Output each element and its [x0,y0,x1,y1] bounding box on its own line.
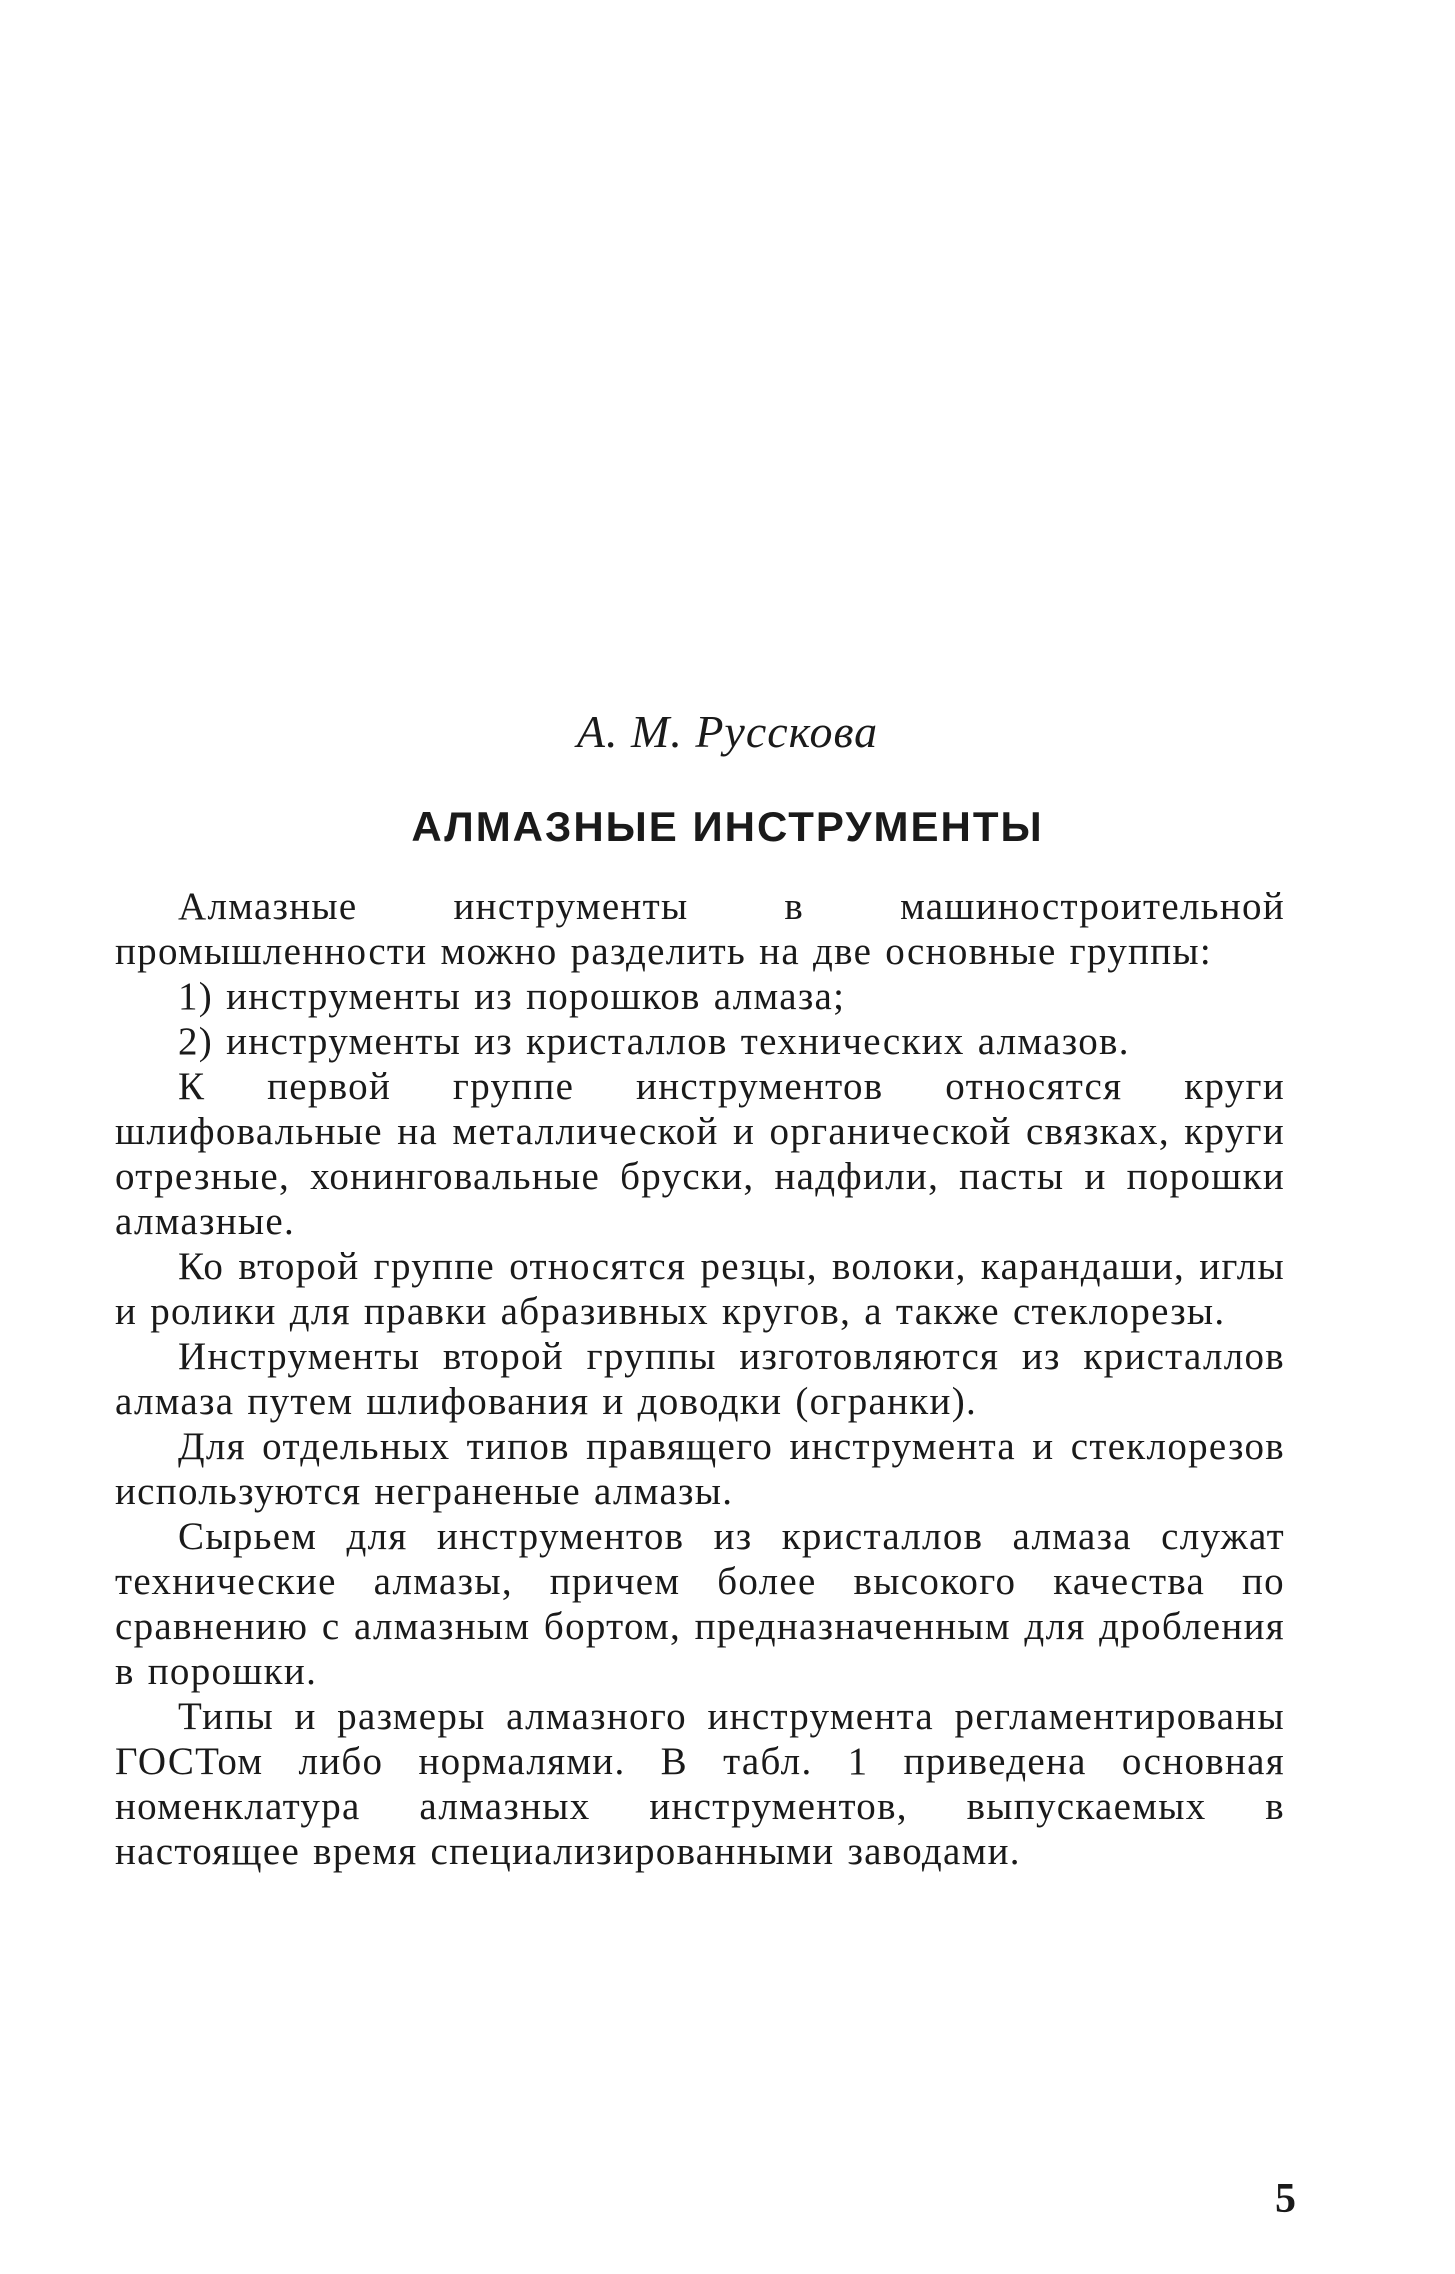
paragraph-raw-material: Сырьем для инструментов из кристаллов алмаза служат технические алмазы, причем более высокого качества по сравнению с алмазным бортом, предназначенным для дробления в порошки. [115,1515,1285,1693]
author-name: А. М. Русскова [576,706,879,757]
page-number: 5 [1275,2176,1296,2222]
paragraph-intro: Алмазные инструменты в машиностроительной промышленности можно разделить на две основные группы: [115,885,1285,973]
list-item-2: 2) инструменты из кристаллов технических алмазов. [178,1020,1130,1063]
body-text [115,884,1285,1874]
list-item-1: 1) инструменты из порошков алмаза; [178,975,846,1018]
paragraph-uncut-diamonds: Для отдельных типов правящего инструмента и стеклорезов используются неграненые алмазы. [115,1425,1285,1513]
paragraph-standards: Типы и размеры алмазного инструмента регламентированы ГОСТом либо нормалями. В табл. 1 приведена основная номенклатура алмазных инструментов, выпускаемых в настоящее время специализированными заводами. [115,1695,1285,1873]
chapter-title: АЛМАЗНЫЕ ИНСТРУМЕНТЫ [411,803,1044,850]
paragraph-second-group: Ко второй группе относятся резцы, волоки, карандаши, иглы и ролики для правки абразивных кругов, а также стеклорезы. [115,1245,1285,1333]
paragraph-manufacturing: Инструменты второй группы изготовляются из кристаллов алмаза путем шлифования и доводки (огранки). [115,1335,1285,1423]
paragraph-first-group: К первой группе инструментов относятся круги шлифовальные на металлической и органической связках, круги отрезные, хонинговальные бруски, надфили, пасты и порошки алмазные. [115,1065,1285,1243]
